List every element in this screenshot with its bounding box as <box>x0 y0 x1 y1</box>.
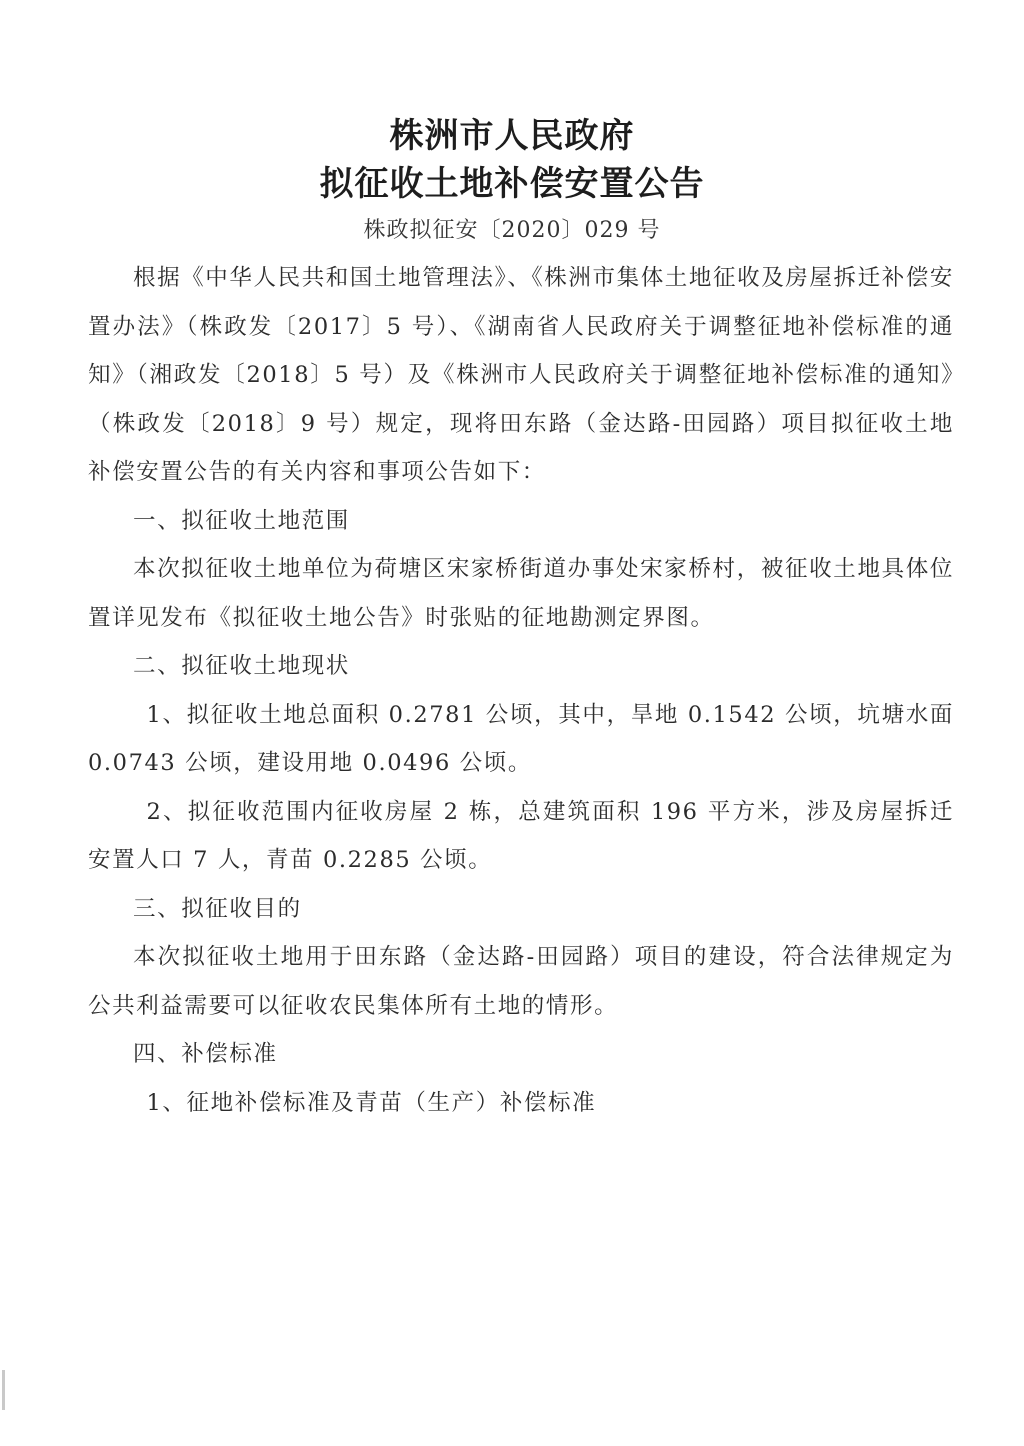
section-2-heading: 二、拟征收土地现状 <box>133 653 350 679</box>
document-body <box>88 254 954 1127</box>
document-number: 株政拟征安〔2020〕029 号 <box>363 218 661 243</box>
section-3-paragraph: 本次拟征收土地用于田东路（金达路-田园路）项目的建设，符合法律规定为公共利益需要可以征收农民集体所有土地的情形。 <box>88 944 954 1019</box>
section-1-paragraph: 本次拟征收土地单位为荷塘区宋家桥街道办事处宋家桥村，被征收土地具体位置详见发布《拟征收土地公告》时张贴的征地勘测定界图。 <box>88 556 954 631</box>
title-line-1: 株洲市人民政府 <box>389 116 635 156</box>
section-4-item-1: 1、征地补偿标准及青苗（生产）补偿标准 <box>146 1089 597 1116</box>
intro-paragraph: 根据《中华人民共和国土地管理法》、《株洲市集体土地征收及房屋拆迁补偿安置办法》（株政发〔2017〕5 号）、《湖南省人民政府关于调整征地补偿标准的通知》（湘政发〔2018〕5 号）及《株洲市人民政府关于调整征地补偿标准的通知》（株政发〔2018〕9 号）规定，现将田东路（金达路-田园路）项目拟征收土地补偿安置公告的有关内容和事项公告如下： <box>88 265 955 485</box>
section-3-heading: 三、拟征收目的 <box>133 895 302 922</box>
title-line-2: 拟征收土地补偿安置公告 <box>319 164 705 204</box>
scan-edge-mark <box>2 1370 5 1410</box>
section-2-item-1: 1、拟征收土地总面积 0.2781 公顷，其中，旱地 0.1542 公顷，坑塘水面 0.0743 公顷，建设用地 0.0496 公顷。 <box>88 701 954 776</box>
section-2-item-2: 2、拟征收范围内征收房屋 2 栋，总建筑面积 196 平方米，涉及房屋拆迁安置人口 7 人，青苗 0.2285 公顷。 <box>88 798 954 873</box>
section-4-heading: 四、补偿标准 <box>133 1041 278 1067</box>
section-1-heading: 一、拟征收土地范围 <box>133 507 350 534</box>
